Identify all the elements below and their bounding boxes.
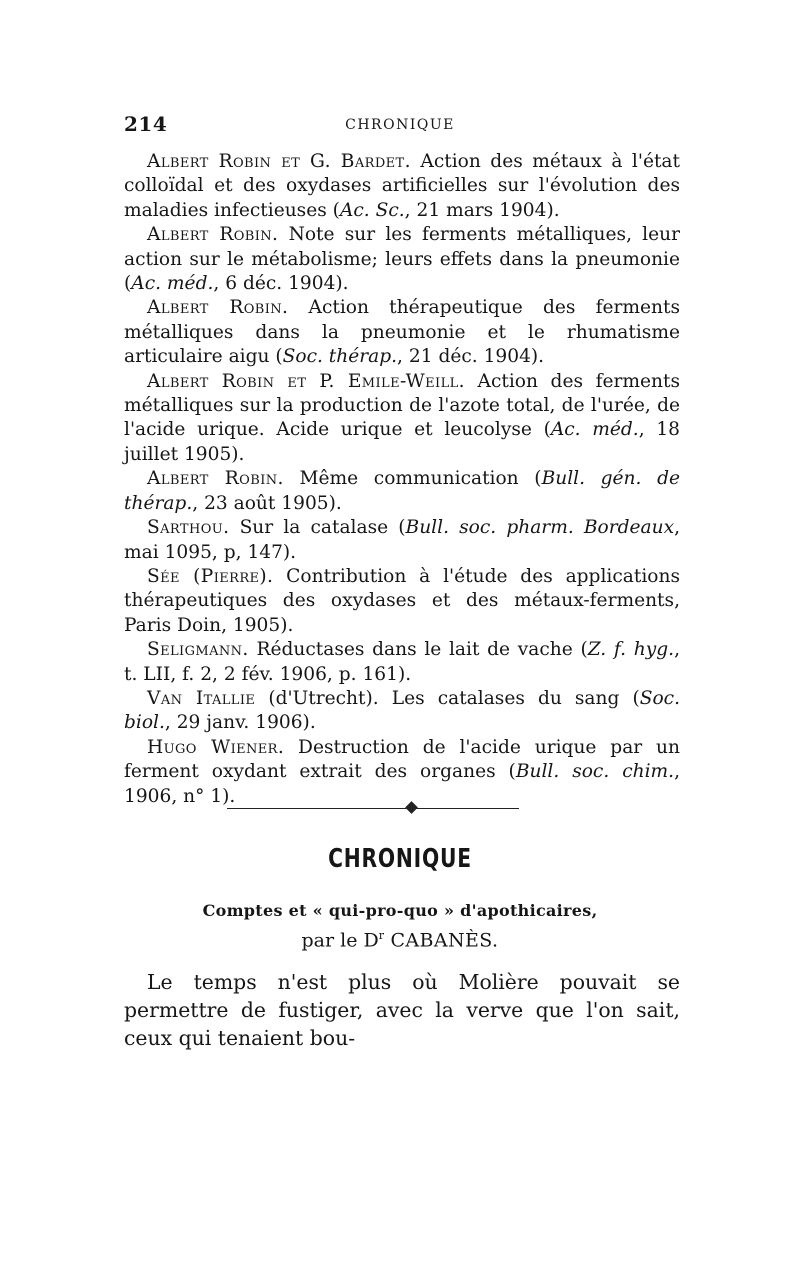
bibliography-entry — [124, 467, 680, 516]
bibliography-entry — [124, 516, 680, 565]
bibliography-entry — [124, 638, 680, 687]
entry-text: Sur la catalase ( — [229, 517, 406, 539]
article-title: Comptes et « qui-pro-quo » d'apothicaires, — [202, 901, 598, 920]
entry-tail: , t. LII, f. 2, 2 fév. 1906, p. 161). — [124, 639, 680, 685]
entry-author: Albert Robin et P. Emile-Weill. — [147, 370, 465, 392]
entry-source: Bull. gén. de thérap. — [124, 468, 680, 514]
entry-tail: , 6 déc. 1904). — [213, 273, 349, 295]
entry-author: Sée (Pierre). — [147, 565, 274, 587]
entry-author: Albert Robin et G. Bardet. — [147, 151, 411, 172]
byline-author: CABANÈS. — [384, 929, 499, 952]
entry-author: Albert Robin. — [147, 224, 279, 246]
byline-prefix: par le D — [301, 929, 379, 952]
section-divider-rule — [227, 808, 519, 809]
entry-source: Ac. méd. — [131, 273, 214, 295]
bibliography-entry — [124, 370, 680, 468]
entry-text: Réductases dans le lait de vache ( — [248, 639, 588, 661]
entry-source: Ac. méd. — [550, 419, 639, 441]
body-paragraph: Le temps n'est plus où Molière pouvait se permettre de fustiger, avec la verve que l'on sait, ceux qui tenaient bou- — [124, 970, 680, 1050]
bibliography-entry — [124, 296, 680, 369]
byline-sup: r — [378, 929, 384, 942]
entry-tail: , 23 août 1905). — [192, 492, 342, 514]
entry-author: Van Itallie — [147, 687, 256, 709]
entry-author: Albert Robin. — [147, 468, 284, 490]
entry-source: Soc. biol. — [124, 687, 680, 734]
entry-text: Action des ferments métalliques sur la production de l'azote total, de l'urée, de l'acide urique. Acide urique et leucolyse ( — [124, 370, 680, 441]
running-header: CHRONIQUE — [345, 117, 455, 133]
entry-source: Bull. soc. pharm. Bordeaux — [405, 517, 675, 539]
entry-text: Action des métaux à l'état colloïdal et des oxydases artificielles sur l'évolution des maladies infectieuses ( — [124, 151, 680, 221]
entry-source: Soc. thérap. — [282, 346, 398, 368]
entry-source: Z. f. hyg. — [587, 639, 675, 661]
entry-tail: , 21 mars 1904). — [404, 199, 560, 221]
bibliography-entry — [124, 223, 680, 296]
bibliography-entry — [124, 150, 680, 223]
entry-author: Seligmann. — [147, 639, 249, 661]
entry-text: Contribution à l'étude des applications thérapeutiques des oxydases et des métaux-ferments, Paris Doin, 1905). — [124, 565, 680, 636]
entry-text: Même communication ( — [283, 468, 542, 490]
bibliography-entry — [124, 687, 680, 736]
entry-author: Hugo Wiener. — [147, 736, 285, 758]
entry-text: (d'Utrecht). Les catalases du sang ( — [255, 687, 640, 709]
entry-author: Albert Robin. — [147, 297, 289, 319]
bibliography-entry — [124, 565, 680, 638]
entry-text: Action thérapeutique des ferments métalliques dans la pneumonie et le rhumatisme articulaire aigu ( — [124, 297, 680, 368]
bibliography-entry — [124, 736, 680, 809]
entry-source: Ac. Sc. — [339, 199, 405, 221]
entry-text: Note sur les ferments métalliques, leur action sur le métabolisme; leurs effets dans la pneumonie ( — [124, 224, 680, 295]
entry-author: Sarthou. — [147, 517, 230, 539]
entry-text: Destruction de l'acide urique par un ferment oxydant extrait des organes ( — [124, 736, 680, 783]
bibliography-list — [124, 150, 680, 809]
page-number: 214 — [124, 112, 168, 136]
entry-source: Bull. soc. chim. — [515, 761, 675, 783]
article-byline — [0, 929, 800, 951]
entry-tail: , mai 1095, p, 147). — [124, 517, 681, 563]
entry-tail: , 29 janv. 1906). — [164, 712, 316, 734]
entry-tail: , 1906, n° 1). — [124, 761, 680, 807]
section-title: CHRONIQUE — [328, 844, 472, 874]
entry-tail: , 21 déc. 1904). — [397, 346, 545, 368]
entry-tail: , 18 juillet 1905). — [124, 419, 680, 465]
